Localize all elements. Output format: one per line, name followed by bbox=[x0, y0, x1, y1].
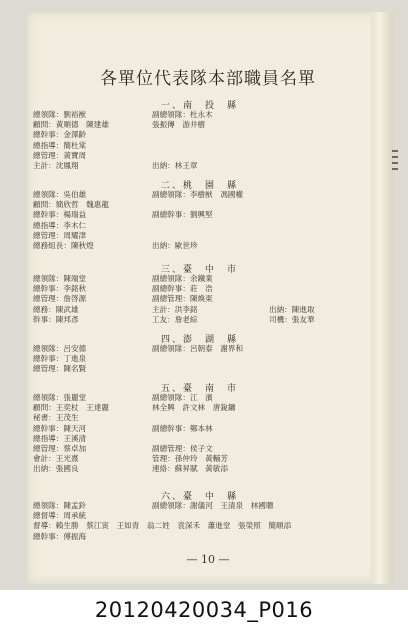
roster-line: 總指導：簡杜棠 bbox=[33, 140, 87, 150]
roster-line: 顧問：王奕杖 王達麗 bbox=[33, 403, 109, 413]
roster-line: 林全興 許文林 唐銳鏞 bbox=[152, 403, 236, 413]
roster-line: 管理：孫仲玲 黃輔芳 bbox=[152, 454, 228, 464]
edge-mark bbox=[392, 168, 398, 170]
roster-line: 總幹事：楊瑞益 bbox=[33, 210, 87, 220]
section-heading: 四、澎 湖 縣 bbox=[161, 335, 239, 345]
roster-line: 副總管理：陳煥東 bbox=[152, 294, 213, 304]
roster-line: 副總幹事：鄭本林 bbox=[152, 423, 213, 433]
roster-line: 幹事：陳邦彥 bbox=[33, 314, 79, 324]
roster-line: 顧問：黃順德 陳建雄 bbox=[33, 120, 109, 130]
roster-line: 總幹事：李銘秋 bbox=[33, 284, 87, 294]
binding-edge bbox=[371, 12, 393, 584]
roster-line: 副總領隊：余鐵業 bbox=[152, 274, 213, 283]
roster-line: 副總幹事：莊 浩 bbox=[152, 284, 213, 294]
roster-line: 總領隊：陳孟鈴 bbox=[33, 501, 87, 510]
roster-line: 總管理：蔡卓加 bbox=[33, 444, 87, 453]
roster-line: 總務組長：陳秋煌 bbox=[33, 241, 94, 250]
roster-line: 顧問：簡欣哲 魏惠龍 bbox=[33, 200, 109, 210]
roster-line: 總管理：周耀津 bbox=[33, 230, 87, 240]
roster-line: 總幹事：陳天河 bbox=[33, 423, 87, 433]
section-heading: 二、桃 園 縣 bbox=[161, 181, 239, 191]
roster-line: 總督導：周承統 bbox=[33, 511, 87, 521]
roster-line: 總指導：王溪清 bbox=[33, 433, 87, 443]
roster-line: 總管理：詹啓源 bbox=[33, 294, 87, 304]
roster-line: 總務：陳武雄 bbox=[33, 304, 79, 314]
edge-mark bbox=[392, 162, 398, 164]
section-heading: 三、臺 中 市 bbox=[161, 265, 239, 275]
roster-line: 主計：沈鳳翔 bbox=[33, 161, 79, 170]
roster-line: 連絡：蘇昇賦 黃敏添 bbox=[152, 464, 228, 474]
roster-line: 會計：王光熹 bbox=[33, 454, 79, 464]
roster-line: 總領隊：陳端堂 bbox=[33, 274, 87, 283]
roster-line: 司機：張友華 bbox=[269, 314, 315, 324]
roster-line: 出納：林王章 bbox=[152, 161, 198, 170]
roster-line: 督導：賴生勝 蔡江寅 王如青 翁二姓 袁深禾 蕭進堂 張榮照 簡順添 bbox=[33, 521, 292, 531]
section-heading: 五、臺 南 市 bbox=[161, 384, 239, 394]
roster-line: 總幹事：丁進泉 bbox=[33, 354, 87, 364]
image-caption: 20120420034_P016 bbox=[94, 598, 314, 622]
roster-line: 總領隊：呂安德 bbox=[33, 344, 87, 353]
roster-line: 副總管理：侯子文 bbox=[152, 444, 213, 453]
roster-line: 總領隊：劉裕猷 bbox=[33, 110, 87, 119]
page-number: — 10 — bbox=[186, 553, 230, 566]
roster-line: 張振傳 游井樹 bbox=[152, 120, 206, 130]
roster-line: 出納：陳進取 bbox=[269, 304, 315, 314]
roster-line: 主計：洪李銘 bbox=[152, 304, 198, 314]
roster-line: 工友：詹老綜 bbox=[152, 314, 198, 324]
roster-line: 出納：歐世珍 bbox=[152, 241, 198, 250]
roster-line: 副總領隊：杜永木 bbox=[152, 110, 213, 119]
roster-line: 總幹事：傅振海 bbox=[33, 531, 87, 541]
edge-mark bbox=[392, 150, 398, 152]
roster-line: 總領隊：吳伯雄 bbox=[33, 190, 87, 199]
page-title: 各單位代表隊本部職員名單 bbox=[100, 69, 316, 89]
roster-line: 總幹事：金澤齡 bbox=[33, 130, 87, 140]
roster-line: 副總幹事：劉興堅 bbox=[152, 210, 213, 220]
roster-line: 總管理：陳名賢 bbox=[33, 364, 87, 374]
roster-line: 副總領隊：江 濱 bbox=[152, 393, 213, 402]
roster-line: 總領隊：張麗堂 bbox=[33, 393, 87, 402]
roster-line: 出納：張國良 bbox=[33, 464, 79, 474]
document-page bbox=[27, 12, 389, 584]
edge-mark bbox=[392, 156, 398, 158]
section-heading: 一、南 投 縣 bbox=[161, 101, 239, 111]
roster-line: 總管理：黃寶周 bbox=[33, 150, 87, 160]
section-heading: 六、臺 中 縣 bbox=[161, 492, 239, 502]
roster-line: 總指導：李木仁 bbox=[33, 220, 87, 230]
roster-line: 副總領隊：李樹猷 馮國權 bbox=[152, 190, 244, 199]
roster-line: 副總領隊：謝儀河 王清泉 林國聰 bbox=[152, 501, 274, 510]
roster-line: 秘書：王茂生 bbox=[33, 413, 79, 423]
roster-line: 副總領隊：呂朝泰 謝界和 bbox=[152, 344, 244, 353]
